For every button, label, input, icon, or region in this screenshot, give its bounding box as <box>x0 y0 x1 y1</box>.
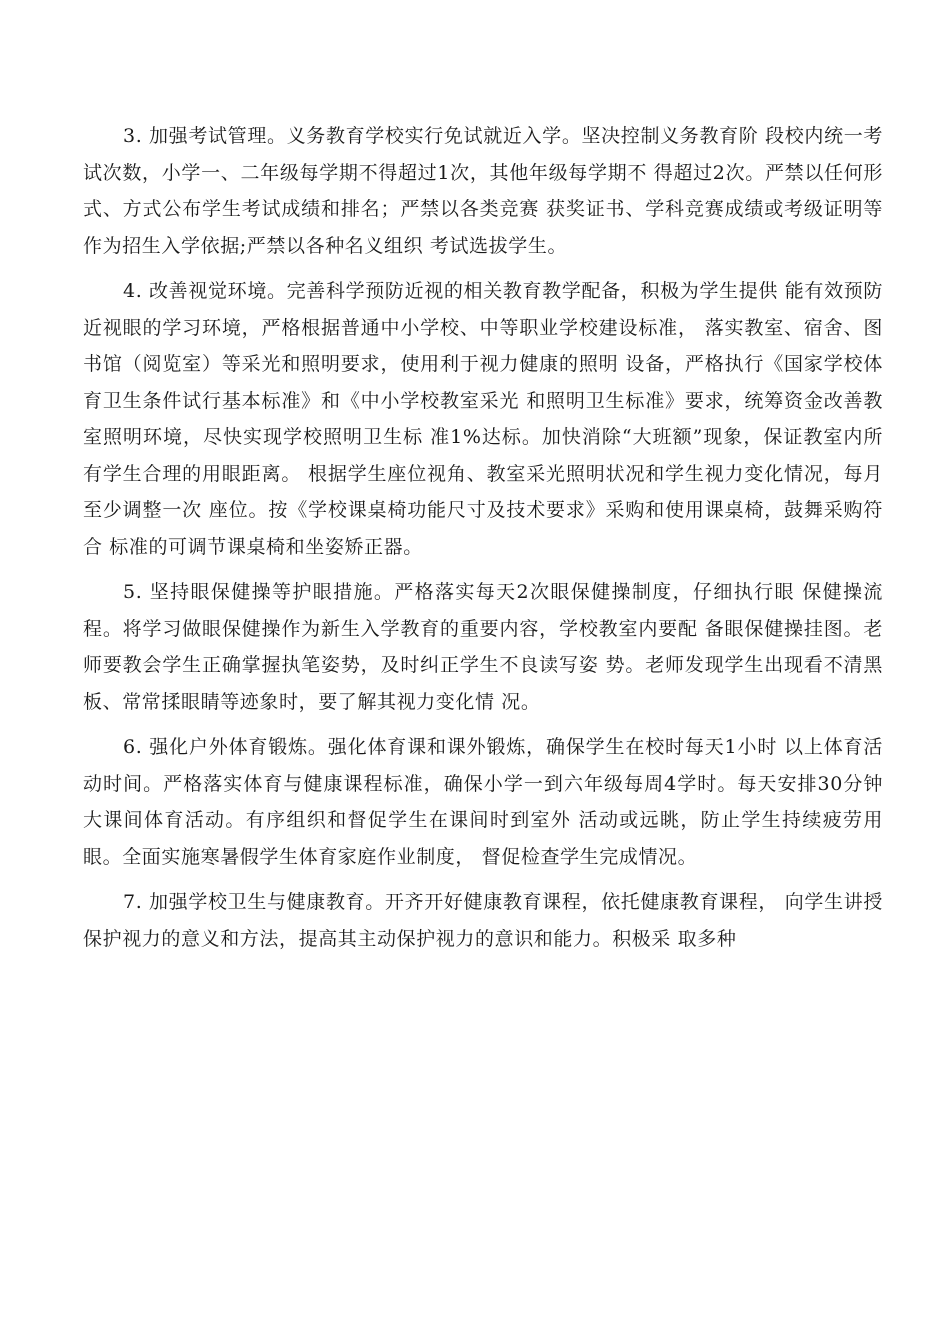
paragraph-outdoor-exercise: 6. 强化户外体育锻炼。强化体育课和课外锻炼，确保学生在校时每天1小时 以上体育活动时间。严格落实体育与健康课程标准，确保小学一到六年级每周4学时。每天安排30分钟大课间体育活动。有序组织和督促学生在课间时到室外 活动或远眺，防止学生持续疲劳用眼。全面实施寒暑假学生体育家庭作业制度， 督促检查学生完成情况。 <box>83 736 883 868</box>
paragraph-eye-exercises: 5. 坚持眼保健操等护眼措施。严格落实每天2次眼保健操制度，仔细执行眼 保健操流程。将学习做眼保健操作为新生入学教育的重要内容，学校教室内要配 备眼保健操挂图。老师要教会学生正确掌握执笔姿势，及时纠正学生不良读写姿 势。老师发现学生出现看不清黑板、常常揉眼睛等迹象时，要了解其视力变化情 况。 <box>83 581 883 713</box>
paragraph-health-education: 7. 加强学校卫生与健康教育。开齐开好健康教育课程，依托健康教育课程， 向学生讲授保护视力的意义和方法，提高其主动保护视力的意识和能力。积极采 取多种 <box>83 891 883 950</box>
document-body <box>83 118 883 966</box>
paragraph-exam-management: 3. 加强考试管理。义务教育学校实行免试就近入学。坚决控制义务教育阶 段校内统一考试次数，小学一、二年级每学期不得超过1次，其他年级每学期不 得超过2次。严禁以任何形式、方式公布学生考试成绩和排名；严禁以各类竞赛 获奖证书、学科竞赛成绩或考级证明等作为招生入学依据;严禁以各种名义组织 考试选拔学生。 <box>83 125 883 257</box>
paragraph-visual-environment: 4. 改善视觉环境。完善科学预防近视的相关教育教学配备，积极为学生提供 能有效预防近视眼的学习环境，严格根据普通中小学校、中等职业学校建设标准， 落实教室、宿舍、图书馆（阅览室）等采光和照明要求，使用利于视力健康的照明 设备，严格执行《国家学校体育卫生条件试行基本标准》和《中小学校教室采光 和照明卫生标准》要求，统筹资金改善教室照明环境，尽快实现学校照明卫生标 准1%达标。加快消除“大班额”现象，保证教室内所有学生合理的用眼距离。 根据学生座位视角、教室采光照明状况和学生视力变化情况，每月至少调整一次 座位。按《学校课桌椅功能尺寸及技术要求》采购和使用课桌椅，鼓舞采购符合 标准的可调节课桌椅和坐姿矫正器。 <box>83 280 883 558</box>
